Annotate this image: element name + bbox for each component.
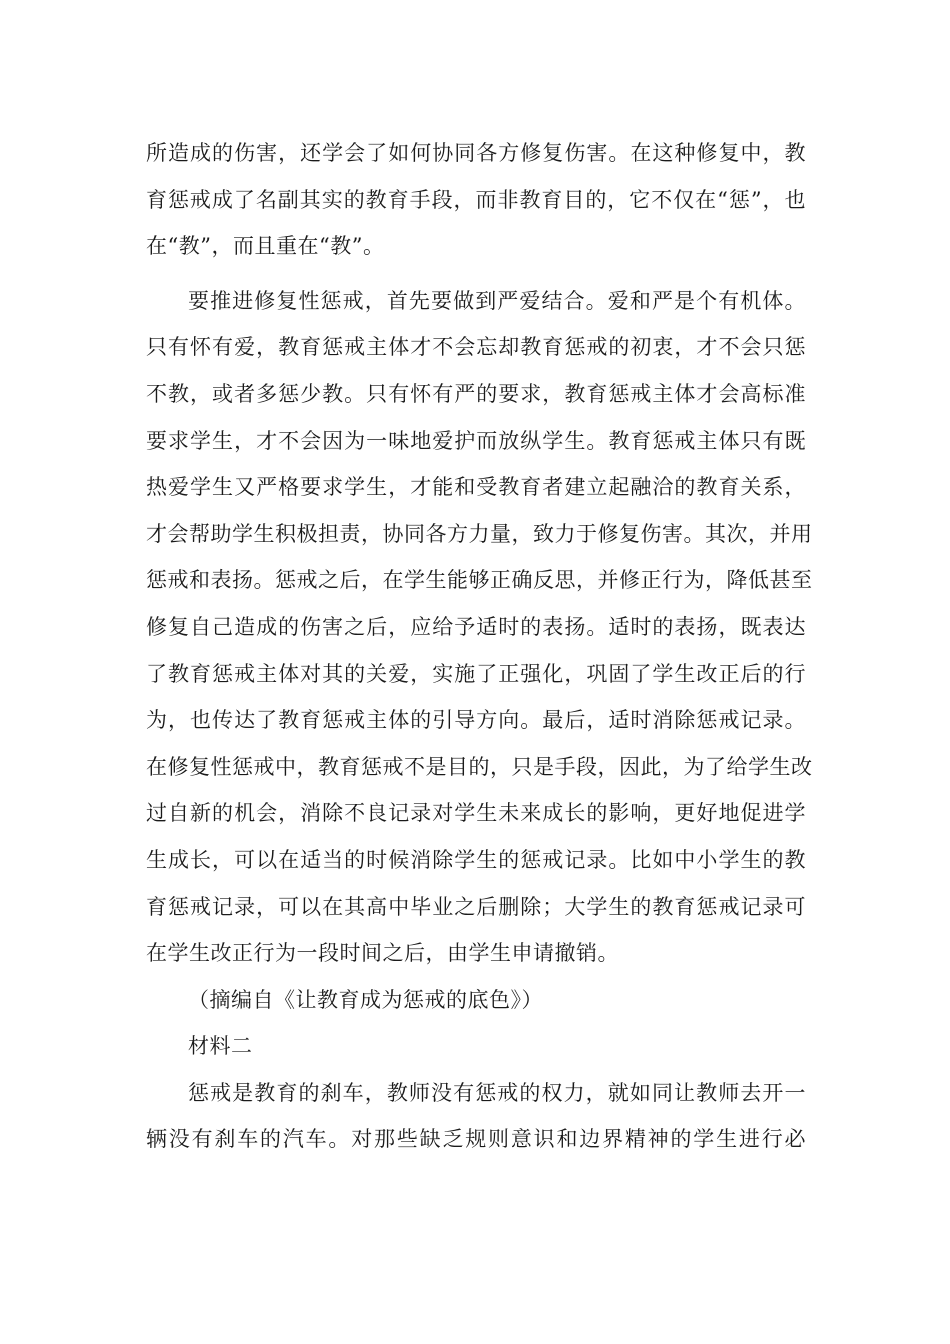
text-line: 育惩戒记录，可以在其高中毕业之后删除；大学生的教育惩戒记录可 [146, 894, 806, 919]
text-line: 过自新的机会，消除不良记录对学生未来成长的影响，更好地促进学 [146, 801, 806, 826]
text-line: 育惩戒成了名副其实的教育手段，而非教育目的，它不仅在“惩”，也 [146, 187, 806, 212]
text-line: 在学生改正行为一段时间之后，由学生申请撤销。 [146, 941, 619, 966]
text-line: 在修复性惩戒中，教育惩戒不是目的，只是手段，因此，为了给学生改 [146, 754, 813, 779]
text-line: 生成长，可以在适当的时候消除学生的惩戒记录。比如中小学生的教 [146, 847, 806, 872]
material-heading: 材料二 [188, 1034, 253, 1059]
text-line: 所造成的伤害，还学会了如何协同各方修复伤害。在这种修复中，教 [146, 141, 806, 165]
text-line: 不教，或者多惩少教。只有怀有严的要求，教育惩戒主体才会高标准 [146, 381, 806, 406]
text-line: 修复自己造成的伤害之后，应给予适时的表扬。适时的表扬，既表达 [146, 614, 806, 639]
paragraph-1 [146, 130, 806, 270]
text-line: 在“教”，而且重在“教”。 [146, 234, 385, 259]
text-line: 要推进修复性惩戒，首先要做到严爱结合。爱和严是个有机体。 [188, 288, 806, 313]
text-line: 只有怀有爱，教育惩戒主体才不会忘却教育惩戒的初衷，才不会只惩 [146, 335, 806, 360]
text-line: 惩戒和表扬。惩戒之后，在学生能够正确反思，并修正行为，降低甚至 [146, 568, 813, 593]
text-line: 为，也传达了教育惩戒主体的引导方向。最后，适时消除惩戒记录。 [146, 708, 806, 733]
paragraph-3 [146, 1070, 806, 1163]
text-line: 要求学生，才不会因为一味地爱护而放纵学生。教育惩戒主体只有既 [146, 428, 806, 453]
text-line: 热爱学生又严格要求学生，才能和受教育者建立起融洽的教育关系， [146, 475, 806, 500]
source-citation: （摘编自《让教育成为惩戒的底色》） [188, 987, 543, 1012]
text-line: 辆没有刹车的汽车。对那些缺乏规则意识和边界精神的学生进行必 [146, 1127, 806, 1152]
text-line: 惩戒是教育的刹车，教师没有惩戒的权力，就如同让教师去开一 [188, 1080, 806, 1105]
text-line: 才会帮助学生积极担责，协同各方力量，致力于修复伤害。其次，并用 [146, 521, 813, 546]
text-line: 了教育惩戒主体对其的关爱，实施了正强化，巩固了学生改正后的行 [146, 661, 806, 686]
paragraph-2 [146, 324, 813, 976]
document-body [146, 130, 813, 1163]
